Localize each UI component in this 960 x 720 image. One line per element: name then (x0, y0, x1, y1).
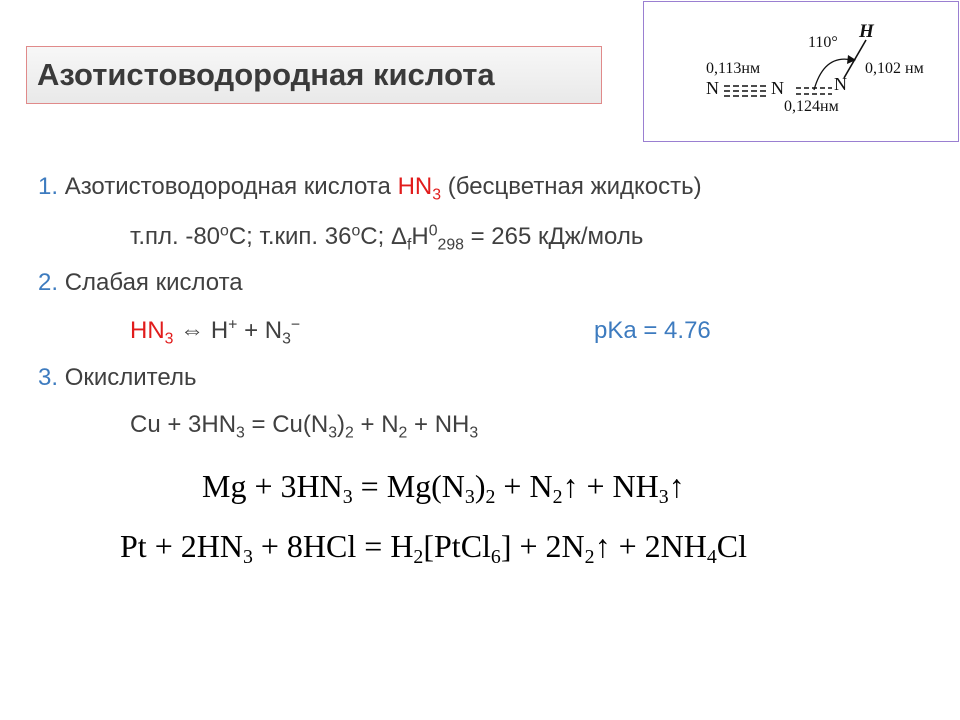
title-box (26, 46, 602, 104)
item-2-number: 2. (38, 269, 59, 296)
reaction-mg: $Mg + 3HN_3 = Mg(N_3)_2$ + $N_2↑$ + $NH_3↑$ (202, 468, 685, 508)
item-1-formula: $HN_3$ (397, 173, 442, 204)
bond-nn2-label: 0,124нм (784, 98, 839, 115)
item-3-text: Окислитель (64, 364, 197, 391)
equilibrium-line: $HN_3$ ⇔ $H^+ + N_3^-$ (130, 316, 301, 348)
item-3-number: 3. (38, 364, 59, 391)
item-1-desc: (бесцветная жидкость) (447, 173, 702, 200)
bond-nh-label: 0,102 нм (865, 60, 924, 77)
bond-nn-label: 0,113нм (706, 60, 761, 77)
pka-value: pKa = 4.76 (594, 317, 711, 344)
atom-n-3: N (834, 74, 847, 94)
reaction-pt: $Pt + 2HN_3 + 8HCl$ = $H_2[PtCl_6]$ + $2N_2↑ + 2NH_4Cl$ (120, 528, 747, 568)
item-3 (38, 364, 196, 392)
equilibrium-arrow-icon: ⇔ (180, 317, 205, 344)
properties-line: т.пл. -80$^o$С; т.кип. 36$^o$С; $\Delta_fH^0_{298} = 265$ кДж/моль (130, 222, 644, 254)
delta-symbol: Δ (390, 223, 407, 250)
item-1 (38, 173, 702, 204)
angle-label: 110° (808, 34, 838, 51)
molecule-diagram (643, 1, 959, 142)
page-title: Азотистоводородная кислота (37, 57, 495, 92)
item-2-text: Слабая кислота (64, 269, 243, 296)
item-2 (38, 269, 243, 297)
item-1-text: Азотистоводородная кислота (64, 173, 391, 200)
atom-h: H (859, 21, 874, 42)
item-1-number: 1. (38, 173, 59, 200)
reaction-cu: $Cu + 3HN_3 = Cu(N_3)_2 + N_2 + NH_3$ (130, 411, 479, 442)
atom-n-2: N (771, 78, 784, 98)
atom-n-1: N (706, 78, 719, 98)
